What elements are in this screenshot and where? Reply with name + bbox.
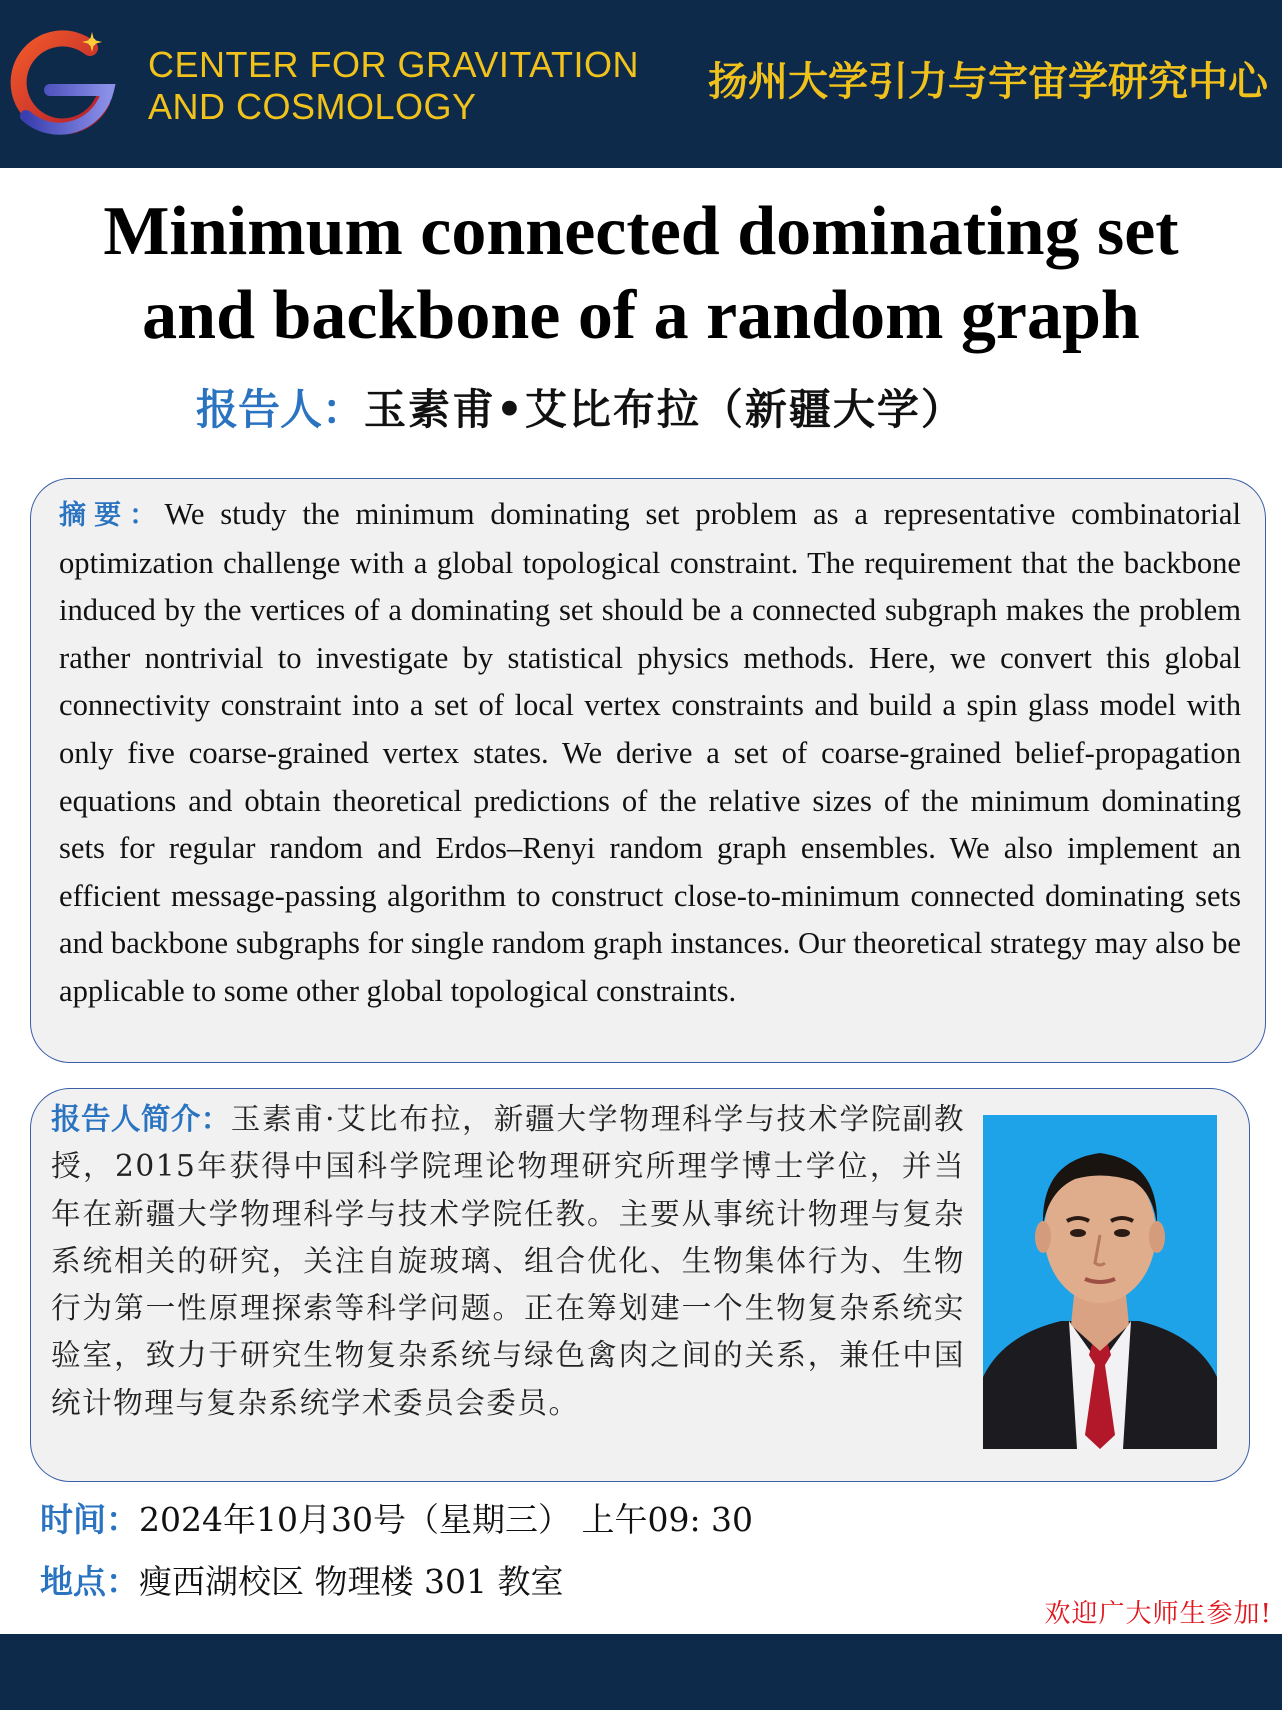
place-line — [40, 1560, 563, 1604]
talk-title-line2: and backbone of a random graph — [142, 277, 1140, 354]
time-label: 时间： — [40, 1500, 139, 1539]
bio-label: 报告人简介： — [51, 1101, 231, 1136]
place-value: 瘦西湖校区 物理楼 301 教室 — [139, 1562, 564, 1601]
speaker-portrait-image — [983, 1115, 1217, 1449]
welcome-message: 欢迎广大师生参加! — [1044, 1599, 1272, 1629]
center-name-line2: AND COSMOLOGY — [148, 86, 477, 127]
center-name-en — [148, 44, 639, 128]
speaker-name: 玉素甫•艾比布拉（新疆大学） — [364, 385, 965, 434]
bio-box — [30, 1088, 1250, 1482]
center-logo-icon — [4, 28, 116, 140]
header-banner — [0, 0, 1282, 168]
talk-title — [0, 190, 1282, 358]
time-line — [40, 1498, 753, 1542]
speaker-label: 报告人： — [196, 385, 365, 434]
center-name-cn: 扬州大学引力与宇宙学研究中心 — [708, 58, 1268, 105]
talk-title-line1: Minimum connected dominating set — [103, 193, 1179, 270]
abstract-text-block — [59, 491, 1241, 1016]
center-name-line1: CENTER FOR GRAVITATION — [148, 44, 640, 85]
abstract-box — [30, 478, 1266, 1063]
bio-text-block — [51, 1095, 965, 1427]
place-label: 地点： — [40, 1562, 139, 1601]
speaker-line — [196, 382, 965, 438]
abstract-body: We study the minimum dominating set problem as a representative combinatorial optimization challenge with a global topological constraint. The requirement that the backbone induced by the vertices of a dominating set should be a connected subgraph makes the problem rather nontrivial to investigate by statistical physics methods. Here, we convert this global connectivity constraint into a set of local vertex constraints and build a spin glass model with only five coarse-grained vertex states. We derive a set of coarse-grained belief-propagation equations and obtain theoretical predictions of the relative sizes of the minimum dominating sets for regular random and Erdos–Renyi random graph ensembles. We also implement an efficient message-passing algorithm to construct close-to-minimum connected dominating sets and backbone subgraphs for single random graph instances. Our theoretical strategy may also be applicable to some other global topological constraints. — [59, 497, 1242, 1008]
bio-body: 玉素甫·艾比布拉，新疆大学物理科学与技术学院副教授，2015年获得中国科学院理论物理研究所理学博士学位，并当年在新疆大学物理科学与技术学院任教。主要从事统计物理与复杂系统相关的研究，关注自旋玻璃、组合优化、生物集体行为、生物行为第一性原理探索等科学问题。正在筹划建一个生物复杂系统实验室，致力于研究生物复杂系统与绿色禽肉之间的关系，兼任中国统计物理与复杂系统学术委员会委员。 — [51, 1102, 966, 1420]
footer-banner — [0, 1634, 1282, 1710]
abstract-label: 摘要： — [59, 500, 165, 531]
time-value: 2024年10月30号（星期三） 上午09: 30 — [139, 1500, 754, 1539]
